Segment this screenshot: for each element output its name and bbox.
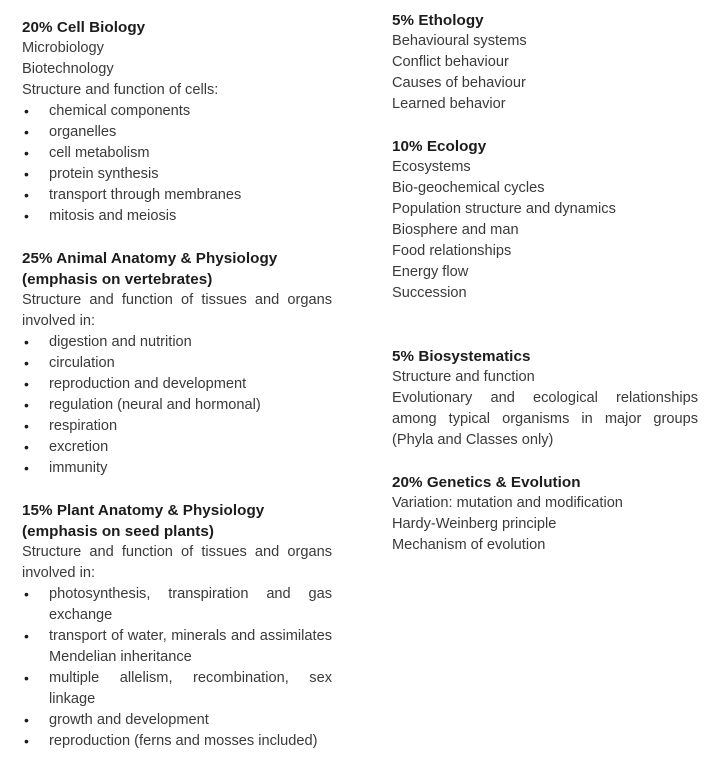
section-ethology xyxy=(392,10,712,115)
section-heading: 20% Genetics & Evolution xyxy=(392,474,581,491)
section-genetics-evolution xyxy=(392,472,712,556)
bullet-icon: • xyxy=(24,187,29,203)
topic-line: Evolutionary and ecological relationships among typical organisms in major groups (Phyla and Classes only) xyxy=(392,390,698,448)
topic-line: Learned behavior xyxy=(392,96,506,112)
bullet-icon: • xyxy=(24,586,29,602)
topic-line: Causes of behaviour xyxy=(392,75,526,91)
topic-line: Succession xyxy=(392,285,467,301)
section-heading: 15% Plant Anatomy & Physiology (emphasis on seed plants) xyxy=(22,502,265,540)
topic-line: Behavioural systems xyxy=(392,33,527,49)
section-heading: 5% Biosystematics xyxy=(392,348,531,365)
topic-line: Structure and function of cells: xyxy=(22,82,219,98)
bullet-item: • transport through membranes xyxy=(22,185,332,206)
bullet-icon: • xyxy=(24,418,29,434)
topic-line: Structure and function of tissues and organs involved in: xyxy=(22,544,332,581)
section-heading: 25% Animal Anatomy & Physiology (emphasis on vertebrates) xyxy=(22,250,278,288)
bullet-icon: • xyxy=(24,733,29,749)
section-biosystematics xyxy=(392,346,712,451)
section-heading: 5% Ethology xyxy=(392,12,484,29)
topic-line: Biotechnology xyxy=(22,61,114,77)
bullet-icon: • xyxy=(24,376,29,392)
bullet-item: • immunity xyxy=(22,458,332,479)
section-heading: 10% Ecology xyxy=(392,138,487,155)
topic-line: Bio-geochemical cycles xyxy=(392,180,545,196)
topic-line: Structure and function of tissues and organs involved in: xyxy=(22,292,332,329)
bullet-icon: • xyxy=(24,628,29,644)
bullet-item: • mitosis and meiosis xyxy=(22,206,332,227)
bullet-list xyxy=(22,332,332,479)
topic-line: Energy flow xyxy=(392,264,469,280)
bullet-list xyxy=(22,101,332,227)
topic-line: Structure and function xyxy=(392,369,535,385)
bullet-item: • transport of water, minerals and assimilates Mendelian inheritance xyxy=(24,628,332,665)
bullet-icon: • xyxy=(24,124,29,140)
topic-line: Hardy-Weinberg principle xyxy=(392,516,557,532)
topic-line: Microbiology xyxy=(22,40,104,56)
topic-line: Mechanism of evolution xyxy=(392,537,546,553)
bullet-icon: • xyxy=(24,460,29,476)
bullet-item: • respiration xyxy=(22,416,332,437)
topic-line: Food relationships xyxy=(392,243,512,259)
section-heading: 20% Cell Biology xyxy=(22,19,146,36)
bullet-item: • circulation xyxy=(22,353,332,374)
bullet-icon: • xyxy=(24,439,29,455)
topic-line: Ecosystems xyxy=(392,159,471,175)
bullet-item: • cell metabolism xyxy=(22,143,332,164)
bullet-list xyxy=(22,584,332,752)
topic-line: Conflict behaviour xyxy=(392,54,509,70)
bullet-item: • reproduction (ferns and mosses included) xyxy=(22,731,332,752)
bullet-icon: • xyxy=(24,670,29,686)
bullet-icon: • xyxy=(24,355,29,371)
bullet-icon: • xyxy=(24,208,29,224)
bullet-icon: • xyxy=(24,103,29,119)
bullet-icon: • xyxy=(24,145,29,161)
bullet-item: • regulation (neural and hormonal) xyxy=(22,395,332,416)
bullet-icon: • xyxy=(24,712,29,728)
topic-line: Population structure and dynamics xyxy=(392,201,616,217)
bullet-item: • chemical components xyxy=(22,101,332,122)
bullet-icon: • xyxy=(24,334,29,350)
right-column xyxy=(392,10,712,577)
bullet-icon: • xyxy=(24,397,29,413)
section-plant-anatomy xyxy=(22,500,332,752)
bullet-item: • multiple allelism, recombination, sex linkage xyxy=(24,670,332,707)
section-cell-biology xyxy=(22,17,332,227)
bullet-item: • growth and development xyxy=(22,710,332,731)
topic-line: Biosphere and man xyxy=(392,222,519,238)
bullet-item: • reproduction and development xyxy=(22,374,332,395)
bullet-item: • protein synthesis xyxy=(22,164,332,185)
section-animal-anatomy xyxy=(22,248,332,479)
bullet-item: • photosynthesis, transpiration and gas exchange xyxy=(24,586,332,623)
bullet-icon: • xyxy=(24,166,29,182)
bullet-item: • excretion xyxy=(22,437,332,458)
topic-line: Variation: mutation and modification xyxy=(392,495,623,511)
bullet-item: • organelles xyxy=(22,122,332,143)
left-column xyxy=(22,17,332,773)
bullet-item: • digestion and nutrition xyxy=(22,332,332,353)
section-ecology xyxy=(392,136,712,304)
